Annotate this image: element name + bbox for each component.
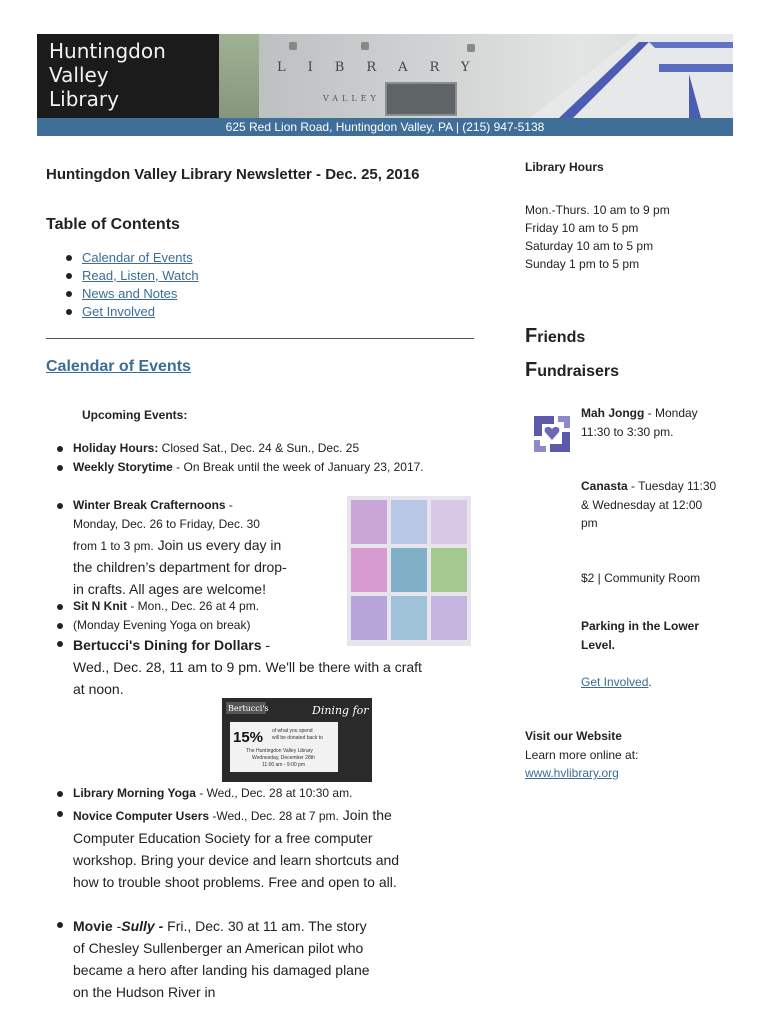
visit-website-title: Visit our Website xyxy=(525,729,622,743)
library-hours-list xyxy=(525,201,670,273)
section-divider xyxy=(46,338,474,339)
get-involved-link[interactable]: Get Involved xyxy=(581,675,649,689)
event-crafternoons: Winter Break Crafternoons - Monday, Dec. 26 to Friday, Dec. 30 from 1 to 3 pm. Join us every day in the children’s department for drop- in crafts. All ages are welcome! xyxy=(73,496,298,600)
flyer-line2: will be donated back to xyxy=(272,735,323,741)
address-bar: 625 Red Lion Road, Huntingdon Valley, PA | (215) 947-5138 xyxy=(37,118,733,136)
event-morning-yoga: Library Morning Yoga - Wed., Dec. 28 at 10:30 am. xyxy=(73,784,425,803)
canasta-info: Canasta - Tuesday 11:30 & Wednesday at 12:00 pm xyxy=(581,479,717,530)
flyer-headline: Dining for Dollars xyxy=(312,704,412,717)
flyer-time: 11:00 am - 9:00 pm xyxy=(262,762,305,768)
get-involved-line: Get Involved. xyxy=(581,675,652,689)
hours-item: Sunday 1 pm to 5 pm xyxy=(525,257,640,271)
toc-link-calendar[interactable]: Calendar of Events xyxy=(82,250,193,265)
library-logo xyxy=(37,34,219,118)
friends-fundraisers-heading: Friends Fundraisers xyxy=(525,325,620,381)
toc-title: Table of Contents xyxy=(46,216,180,233)
event-bertuccis: Bertucci's Dining for Dollars - Wed., Dec. 28, 11 am to 9 pm. We'll be there with a craft at noon. xyxy=(73,634,433,700)
flyer-brand: Bertucci's xyxy=(228,704,269,713)
learn-more-text: Learn more online at: xyxy=(525,748,639,762)
dining-for-dollars-flyer xyxy=(222,698,412,782)
event-yoga-break-note: (Monday Evening Yoga on break) xyxy=(73,616,425,635)
newsletter-title: Huntingdon Valley Library Newsletter - Dec. 25, 2016 xyxy=(46,166,420,183)
library-building-photo xyxy=(219,34,733,118)
logo-text: Huntingdon Valley Library xyxy=(49,39,166,111)
toc-list xyxy=(46,249,199,321)
website-line xyxy=(525,764,725,783)
toc-item xyxy=(46,267,199,285)
event-sit-n-knit: Sit N Knit - Mon., Dec. 26 at 4 pm. xyxy=(73,597,425,616)
toc-link-get-involved[interactable]: Get Involved xyxy=(82,304,155,319)
toc-link-read-listen-watch[interactable]: Read, Listen, Watch xyxy=(82,268,199,283)
building-sign: LIBRARY xyxy=(277,60,492,75)
mahjong-info: Mah Jongg - Monday 11:30 to 3:30 pm. xyxy=(581,406,698,439)
flyer-line1: of what you spend xyxy=(272,728,313,734)
toc-item xyxy=(46,285,199,303)
header-banner xyxy=(37,34,733,136)
event-holiday-hours: Holiday Hours: Closed Sat., Dec. 24 & Sun., Dec. 25 xyxy=(73,439,425,458)
building-sign-sub: VALLEY xyxy=(323,94,380,103)
upcoming-events-label: Upcoming Events: xyxy=(82,408,188,422)
toc-item xyxy=(46,303,199,321)
flyer-percent: 15% xyxy=(233,729,264,746)
toc-link-news-notes[interactable]: News and Notes xyxy=(82,286,178,301)
cost-info: $2 | Community Room xyxy=(581,571,701,585)
canopy-graphic xyxy=(529,34,733,118)
calendar-heading[interactable]: Calendar of Events xyxy=(46,358,191,375)
toc-item xyxy=(46,249,199,267)
library-hours-title: Library Hours xyxy=(525,160,604,174)
flyer-date: Wednesday, December 28th xyxy=(252,755,315,761)
mahjong-logo-icon xyxy=(528,410,576,458)
event-movie: Movie -Sully - Fri., Dec. 30 at 11 am. The story of Chesley Sullenberger an American pilot who became a hero after landing his damaged plane on the Hudson River in xyxy=(73,915,373,990)
flyer-org: The Huntingdon Valley Library xyxy=(246,748,313,754)
website-link[interactable]: www.hvlibrary.org xyxy=(525,766,619,780)
hours-item: Mon.-Thurs. 10 am to 9 pm xyxy=(525,203,670,217)
parking-info: Parking in the Lower Level. xyxy=(581,619,700,652)
event-novice-computer: Novice Computer Users -Wed., Dec. 28 at 7 pm. Join the Computer Education Society for a free computer workshop. Bring your device and learn shortcuts and how to trouble shoot problems. Free and open to all. xyxy=(73,804,425,893)
event-storytime: Weekly Storytime - On Break until the week of January 23, 2017. xyxy=(73,458,425,477)
hours-item: Saturday 10 am to 5 pm xyxy=(525,239,654,253)
hours-item: Friday 10 am to 5 pm xyxy=(525,221,639,235)
